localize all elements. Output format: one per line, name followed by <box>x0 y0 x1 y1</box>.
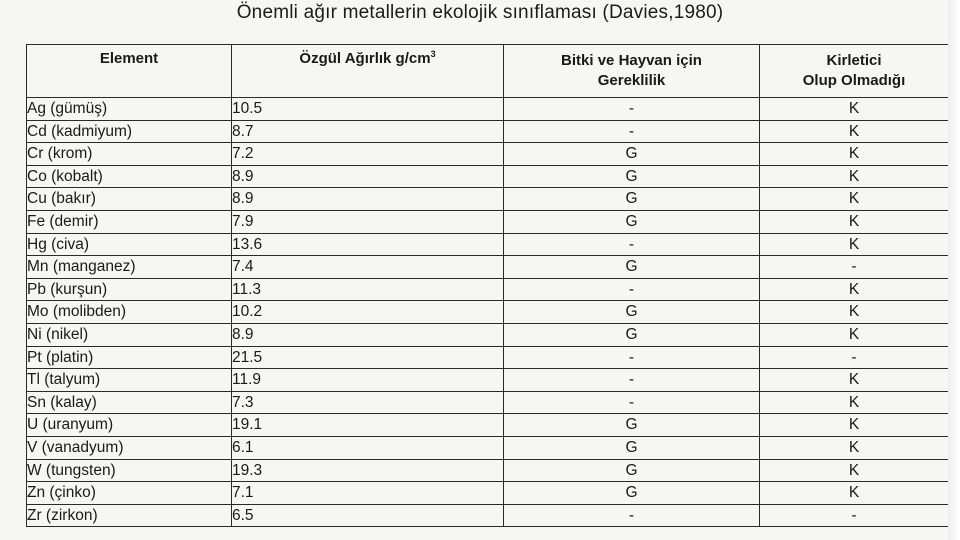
page-title: Önemli ağır metallerin ekolojik sınıflaması (Davies,1980) <box>236 2 724 23</box>
cell-element: Tl (talyum) <box>27 369 232 392</box>
table-row <box>27 391 949 414</box>
table-row <box>27 414 949 437</box>
table-body <box>27 98 949 527</box>
cell-requirement: G <box>504 165 760 188</box>
cell-element: W (tungsten) <box>27 459 232 482</box>
cell-specific-weight: 6.5 <box>232 504 504 527</box>
cell-element: Ni (nikel) <box>27 323 232 346</box>
cell-element: Mo (molibden) <box>27 301 232 324</box>
cell-pollutant: K <box>760 414 949 437</box>
cell-pollutant: K <box>760 323 949 346</box>
cell-element: Pb (kurşun) <box>27 278 232 301</box>
cell-specific-weight: 11.9 <box>232 369 504 392</box>
cell-requirement: G <box>504 188 760 211</box>
header-requirement <box>504 45 760 98</box>
table-row <box>27 278 949 301</box>
page-edge-shadow <box>948 0 960 540</box>
cell-requirement: G <box>504 256 760 279</box>
table-row <box>27 188 949 211</box>
table-row <box>27 98 949 121</box>
cell-pollutant: K <box>760 98 949 121</box>
cell-element: Cr (krom) <box>27 143 232 166</box>
cell-pollutant: - <box>760 256 949 279</box>
cell-requirement: G <box>504 436 760 459</box>
cell-requirement: G <box>504 482 760 505</box>
cell-specific-weight: 10.2 <box>232 301 504 324</box>
header-pollutant-line2: Olup Olmadığı <box>802 72 906 89</box>
cell-element: Zn (çinko) <box>27 482 232 505</box>
cell-requirement: G <box>504 459 760 482</box>
header-requirement-line1: Bitki ve Hayvan için <box>561 52 702 69</box>
header-pollutant <box>760 45 949 98</box>
table-row <box>27 369 949 392</box>
cell-element: Ag (gümüş) <box>27 98 232 121</box>
cell-element: Zr (zirkon) <box>27 504 232 527</box>
cell-requirement: G <box>504 210 760 233</box>
table-row <box>27 143 949 166</box>
table-row <box>27 165 949 188</box>
cell-pollutant: K <box>760 188 949 211</box>
header-specific-weight <box>232 45 504 98</box>
cell-pollutant: K <box>760 301 949 324</box>
table-row <box>27 323 949 346</box>
table-row <box>27 256 949 279</box>
header-weight-label: Özgül Ağırlık g/cm <box>299 50 431 67</box>
cell-specific-weight: 8.9 <box>232 188 504 211</box>
cell-requirement: - <box>504 391 760 414</box>
cell-pollutant: K <box>760 391 949 414</box>
cell-specific-weight: 11.3 <box>232 278 504 301</box>
cell-pollutant: - <box>760 504 949 527</box>
cell-specific-weight: 19.1 <box>232 414 504 437</box>
header-pollutant-line1: Kirletici <box>826 52 882 69</box>
cell-pollutant: K <box>760 278 949 301</box>
cell-element: U (uranyum) <box>27 414 232 437</box>
cell-specific-weight: 7.1 <box>232 482 504 505</box>
cell-specific-weight: 7.9 <box>232 210 504 233</box>
table-row <box>27 301 949 324</box>
table-row <box>27 504 949 527</box>
cell-pollutant: K <box>760 233 949 256</box>
cell-pollutant: K <box>760 143 949 166</box>
table-row <box>27 233 949 256</box>
cell-element: Fe (demir) <box>27 210 232 233</box>
header-element <box>27 45 232 98</box>
cell-requirement: G <box>504 323 760 346</box>
cell-element: Cu (bakır) <box>27 188 232 211</box>
cell-element: Mn (manganez) <box>27 256 232 279</box>
table-row <box>27 120 949 143</box>
cell-specific-weight: 7.4 <box>232 256 504 279</box>
cell-element: Sn (kalay) <box>27 391 232 414</box>
cell-specific-weight: 21.5 <box>232 346 504 369</box>
cell-pollutant: K <box>760 459 949 482</box>
cell-pollutant: K <box>760 369 949 392</box>
cell-specific-weight: 13.6 <box>232 233 504 256</box>
cell-specific-weight: 19.3 <box>232 459 504 482</box>
table-row <box>27 436 949 459</box>
table-row <box>27 346 949 369</box>
cell-requirement: - <box>504 278 760 301</box>
cell-pollutant: K <box>760 210 949 233</box>
cell-specific-weight: 8.9 <box>232 165 504 188</box>
table-frame <box>26 44 948 530</box>
cell-specific-weight: 8.7 <box>232 120 504 143</box>
cell-requirement: - <box>504 346 760 369</box>
cell-element: Cd (kadmiyum) <box>27 120 232 143</box>
cell-requirement: G <box>504 143 760 166</box>
cell-requirement: G <box>504 301 760 324</box>
cell-pollutant: K <box>760 120 949 143</box>
cell-requirement: - <box>504 504 760 527</box>
heavy-metals-table <box>26 44 949 527</box>
cell-specific-weight: 8.9 <box>232 323 504 346</box>
cell-requirement: - <box>504 98 760 121</box>
table-row <box>27 210 949 233</box>
cell-element: Pt (platin) <box>27 346 232 369</box>
cell-pollutant: K <box>760 482 949 505</box>
cell-specific-weight: 7.3 <box>232 391 504 414</box>
cell-pollutant: - <box>760 346 949 369</box>
cell-requirement: G <box>504 414 760 437</box>
header-weight-superscript: 3 <box>430 49 436 59</box>
cell-specific-weight: 7.2 <box>232 143 504 166</box>
table-row <box>27 482 949 505</box>
cell-element: Co (kobalt) <box>27 165 232 188</box>
table-row <box>27 459 949 482</box>
cell-element: V (vanadyum) <box>27 436 232 459</box>
header-requirement-line2: Gereklilik <box>597 72 666 89</box>
header-element-label: Element <box>99 50 159 67</box>
cell-specific-weight: 10.5 <box>232 98 504 121</box>
cell-requirement: - <box>504 369 760 392</box>
table-header-row <box>27 45 949 98</box>
cell-pollutant: K <box>760 165 949 188</box>
cell-specific-weight: 6.1 <box>232 436 504 459</box>
cell-requirement: - <box>504 233 760 256</box>
cell-element: Hg (civa) <box>27 233 232 256</box>
cell-pollutant: K <box>760 436 949 459</box>
cell-requirement: - <box>504 120 760 143</box>
